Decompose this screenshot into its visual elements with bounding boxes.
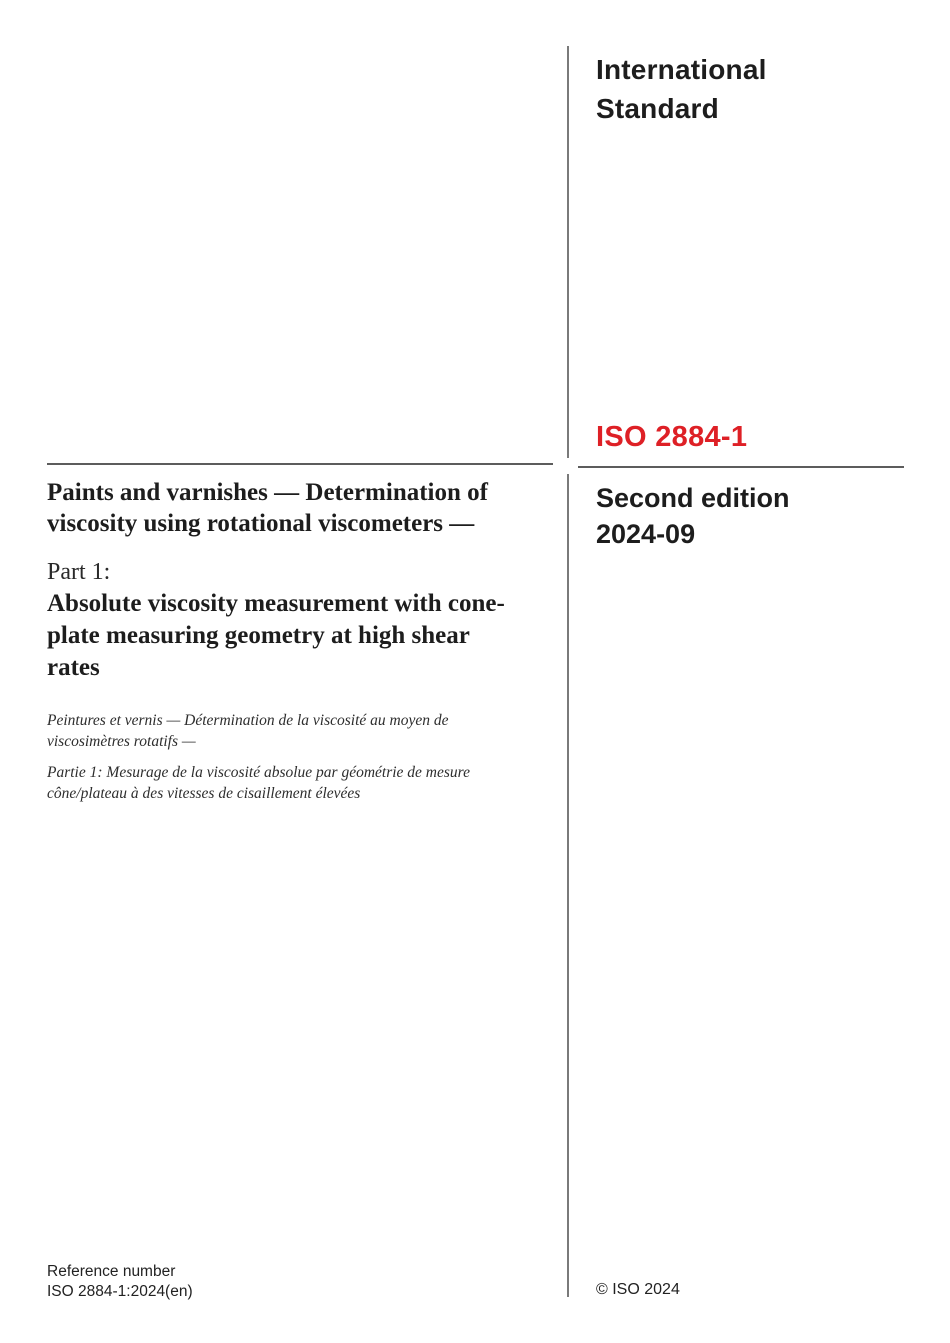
- reference-label: Reference number: [47, 1263, 176, 1280]
- document-type-label: International Standard: [596, 54, 767, 124]
- part-title: Absolute viscosity measurement with cone-plate measuring geometry at high shear rates: [47, 590, 505, 681]
- edition-separator-rule: [578, 466, 904, 468]
- title-english: Paints and varnishes — Determination of viscosity using rotational viscometers —: [47, 479, 488, 537]
- part-title-french: Partie 1: Mesurage de la viscosité absolue par géométrie de mesure cône/plateau à des vitesses de cisaillement élevées: [47, 764, 470, 802]
- edition-block: [596, 480, 790, 552]
- title-french: Peintures et vernis — Détermination de la viscosité au moyen de viscosimètres rotatifs —: [47, 712, 449, 750]
- copyright-notice: © ISO 2024: [596, 1281, 680, 1298]
- edition-label: Second edition: [596, 483, 790, 513]
- title-block: [47, 477, 537, 804]
- vertical-divider-bottom: [567, 474, 569, 1297]
- standard-code: ISO 2884-1: [596, 421, 748, 453]
- reference-number: ISO 2884-1:2024(en): [47, 1282, 193, 1300]
- reference-block: [47, 1262, 193, 1301]
- title-separator-rule: [47, 463, 553, 465]
- vertical-divider-top: [567, 46, 569, 458]
- edition-date: 2024-09: [596, 519, 696, 549]
- part-label: Part 1:: [47, 559, 111, 585]
